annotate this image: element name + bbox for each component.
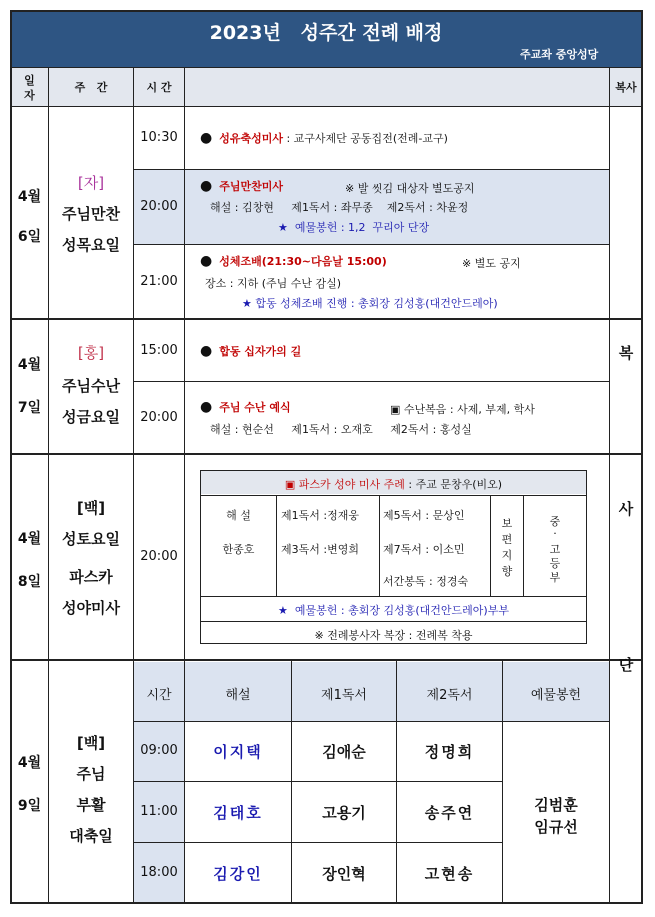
event-note: ▣ 수난복음 : 사제, 부제, 학사 [390, 403, 535, 416]
vigil-reading3: 제3독서 :변영희 [281, 543, 359, 556]
row-reading2: 정명희 [424, 743, 475, 761]
vigil-reading7: 제7독서 : 이소민 [383, 543, 465, 556]
bullet-icon: ● [200, 399, 213, 415]
date-month: 4월 [17, 357, 42, 373]
vigil-vertical-b-3: 고 [549, 543, 561, 556]
date-day: 7일 [17, 400, 42, 416]
row-reading1: 고용기 [322, 804, 366, 822]
vigil-dress-code: ※ 전례봉사자 복장 : 전례복 착용 [314, 629, 473, 642]
event-title: 성체조배(21:30~다음날 15:00) [219, 255, 387, 268]
row-reading2: 송주연 [424, 804, 475, 822]
day-name-line2: 부활 [76, 796, 106, 814]
row-reading1: 장인혁 [322, 865, 366, 883]
liturgical-color: [자] [77, 174, 105, 192]
offering-name-2: 임규선 [534, 818, 578, 836]
day-name-line1: 성토요일 [62, 530, 120, 548]
row-commentary: 김태호 [213, 804, 263, 822]
liturgical-color: [백] [76, 734, 106, 752]
vigil-vertical-b-4: 등 [549, 557, 561, 570]
vigil-title: ▣ 파스카 성야 미사 주례 [284, 478, 405, 491]
vigil-commentator: 한종호 [222, 543, 255, 556]
event-note: ※ 별도 공지 [462, 257, 521, 270]
bullet-icon: ● [200, 130, 213, 146]
time-cell: 20:00 [140, 549, 178, 564]
vigil-vertical-a-3: 지 [501, 549, 513, 562]
table-header-offering: 예물봉헌 [530, 688, 582, 703]
table-header-commentary: 해설 [225, 688, 251, 703]
day-name-line1: 주님 [76, 765, 106, 783]
col-header-day-1: 일 [24, 74, 35, 87]
event-title: 성유축성미사 [219, 132, 283, 145]
row-time: 09:00 [140, 743, 178, 758]
event-title: 주님 수난 예식 [219, 401, 291, 414]
service-char-2: 사 [618, 500, 634, 518]
event-adoration: ★ 합동 성체조배 진행 : 총회장 김성홍(대건안드레아) [242, 297, 498, 310]
vigil-reading5: 제5독서 : 문상인 [383, 509, 465, 522]
row-time: 11:00 [140, 804, 178, 819]
event-detail: : 교구사제단 공동집전(전례-교구) [282, 132, 448, 145]
row-time: 18:00 [140, 865, 178, 880]
col-header-service: 복사 [615, 81, 637, 94]
time-cell: 20:00 [140, 410, 178, 425]
date-day: 6일 [17, 229, 42, 245]
row-commentary: 김강인 [213, 865, 263, 883]
row-reading2: 고현송 [424, 865, 475, 883]
time-cell: 10:30 [140, 130, 178, 145]
day-name-line2: 파스카 [69, 568, 113, 586]
event-note: ※ 발 씻김 대상자 별도공지 [345, 182, 475, 195]
table-header-reading1: 제1독서 [321, 688, 367, 703]
col-header-week: 주 간 [74, 81, 108, 94]
event-line [200, 343, 301, 359]
vigil-epistle: 서간봉독 : 정경숙 [383, 575, 469, 588]
event-line [200, 253, 387, 269]
row-reading1: 김애순 [322, 743, 366, 761]
col-header-day-2: 자 [24, 89, 35, 102]
vigil-celebrant-name: : 주교 문창우(비오) [404, 478, 503, 491]
event-roles: 해설 : 김창현 제1독서 : 좌무종 제2독서 : 차윤정 [210, 201, 469, 214]
event-line [200, 178, 283, 194]
event-line [200, 130, 448, 146]
liturgical-color: [홍] [77, 344, 105, 362]
row-commentary: 이지택 [213, 743, 263, 761]
day-name-line3: 대축일 [69, 827, 113, 845]
date-month: 4월 [17, 189, 42, 205]
day-name-line2: 성목요일 [62, 236, 120, 254]
date-month: 4월 [17, 531, 42, 547]
vigil-vertical-a-4: 향 [501, 565, 513, 578]
bullet-icon: ● [200, 343, 213, 359]
event-offering: ★ 예물봉헌 : 1,2 꾸리아 단장 [278, 221, 430, 234]
vigil-offering: ★ 예물봉헌 : 총회장 김성홍(대건안드레아)부부 [278, 604, 509, 617]
bullet-icon: ● [200, 178, 213, 194]
offering-name-1: 김범훈 [534, 796, 578, 814]
event-title: 주님만찬미사 [219, 180, 283, 193]
time-cell: 15:00 [140, 343, 178, 358]
vigil-reading1: 제1독서 :정재웅 [281, 509, 359, 522]
date-month: 4월 [17, 755, 42, 771]
vigil-commentary-label: 해 설 [226, 509, 251, 522]
event-line [200, 399, 291, 415]
vigil-celebrant [201, 476, 586, 492]
event-title: 합동 십자가의 길 [219, 345, 302, 358]
day-name-line2: 성금요일 [62, 408, 120, 426]
vigil-vertical-b-1: 중 [549, 515, 561, 528]
table-header-reading2: 제2독서 [426, 688, 473, 703]
col-header-time: 시 간 [146, 81, 172, 94]
liturgical-color: [백] [76, 499, 106, 517]
table-header-time: 시간 [146, 688, 172, 703]
event-location: 장소 : 지하 (주님 수난 감실) [205, 277, 342, 290]
service-char-3: 단 [618, 656, 634, 674]
page-title: 2023년 성주간 전례 배정 [209, 22, 443, 44]
vigil-vertical-b-2: · [553, 527, 557, 540]
time-cell: 20:00 [140, 199, 178, 214]
service-char-1: 복 [618, 344, 634, 362]
parish-name: 주교좌 중앙성당 [520, 48, 599, 61]
vigil-vertical-b-5: 부 [549, 571, 561, 584]
day-name-line3: 성야미사 [62, 599, 120, 617]
bullet-icon: ● [200, 253, 213, 269]
day-name-line1: 주님만찬 [62, 205, 120, 223]
day-name-line1: 주님수난 [62, 377, 120, 395]
time-cell: 21:00 [140, 274, 178, 289]
vigil-vertical-a-2: 편 [501, 533, 513, 546]
vigil-vertical-a-1: 보 [501, 517, 513, 530]
date-day: 8일 [17, 574, 42, 590]
date-day: 9일 [17, 798, 42, 814]
event-roles: 해설 : 현순선 제1독서 : 오재호 제2독서 : 홍성실 [210, 423, 472, 436]
